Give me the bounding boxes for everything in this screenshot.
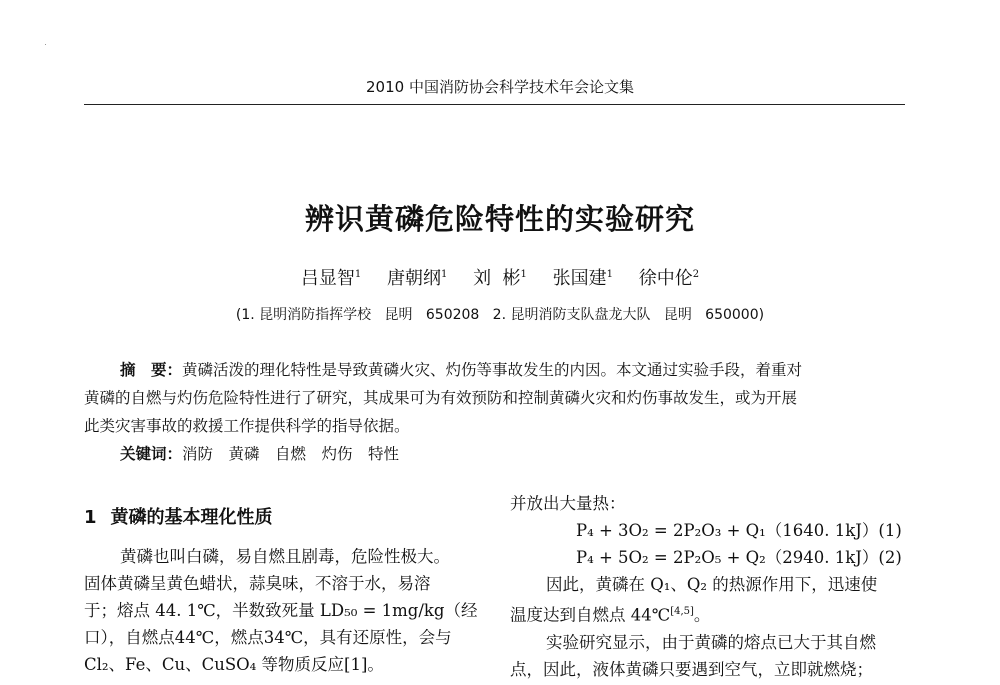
- body-line: Cl₂、Fe、Cu、CuSO₄ 等物质反应[1]。: [84, 655, 384, 674]
- equation-formula: P₄ + 5O₂ = 2P₂O₅ + Q₂（2940. 1kJ）: [576, 548, 879, 567]
- header-rule: [84, 104, 905, 105]
- author-3: 刘 彬$^1$: [473, 268, 527, 289]
- author-name: 张国建: [552, 268, 607, 289]
- scan-speck: [45, 44, 46, 45]
- paper-title: 辨识黄磷危险特性的实验研究: [304, 202, 695, 236]
- body-line: 并放出大量热：: [510, 494, 626, 513]
- equation-2: [510, 544, 905, 571]
- citation: [4,5]: [670, 606, 694, 617]
- section-heading: [84, 503, 273, 529]
- keywords-label: 关键词：: [120, 445, 183, 463]
- author-4: 张国建$^1$: [552, 268, 614, 289]
- body-line: 口），自燃点44℃，燃点34℃，具有还原性，会与: [84, 628, 452, 647]
- body-line: 于；熔点 44. 1℃，半数致死量 LD₅₀ = 1mg/kg（经: [84, 601, 478, 620]
- equation-formula: P₄ + 3O₂ = 2P₂O₃ + Q₁（1640. 1kJ）: [576, 521, 879, 540]
- abstract-line-1: 摘 要：黄磷活泼的理化特性是导致黄磷火灾、灼伤等事故发生的内因。本文通过实验手段，着重对: [120, 361, 803, 379]
- body-line: 因此，黄磷在 Q₁、Q₂ 的热源作用下，迅速使: [546, 575, 878, 594]
- section-number: 1: [84, 507, 97, 528]
- right-column-body: [510, 490, 905, 683]
- body-line: 固体黄磷呈黄色蜡状，蒜臭味，不溶于水，易溶: [84, 574, 431, 593]
- abstract-line-2: 黄磷的自燃与灼伤危险特性进行了研究，其成果可为有效预防和控制黄磷火灾和灼伤事故发生，或为开展: [84, 389, 798, 407]
- author-1: 吕显智$^1$: [300, 268, 362, 289]
- keywords-text: 消防 黄磷 自燃 灼伤 特性: [182, 445, 400, 463]
- body-line: 温度达到自燃点 44℃[4,5]。: [510, 605, 711, 625]
- author-2: 唐朝纲$^1$: [386, 268, 448, 289]
- author-name: 唐朝纲: [386, 268, 441, 289]
- body-line: 点，因此，液体黄磷只要遇到空气，立即就燃烧；: [510, 659, 873, 679]
- left-column-body: [84, 543, 494, 678]
- author-name: 徐中伦: [638, 268, 693, 289]
- equation-number: (1): [878, 521, 902, 540]
- body-line: 黄磷也叫白磷，易自燃且剧毒，危险性极大。: [120, 547, 450, 566]
- author-name: 吕显智: [300, 268, 355, 289]
- author-name: 刘 彬: [473, 268, 521, 289]
- abstract-label: 摘 要：: [120, 361, 183, 379]
- equation-1: [510, 517, 905, 544]
- equation-number: (2): [878, 548, 902, 567]
- abstract-block: [84, 356, 904, 468]
- abstract-line-3: 此类灾害事故的救援工作提供科学的指导依据。: [84, 417, 410, 435]
- keywords-line: [84, 440, 904, 468]
- affiliation: (1. 昆明消防指挥学校 昆明 650208 2. 昆明消防支队盘龙大队 昆明 650000): [235, 307, 765, 323]
- running-header: 2010 中国消防协会科学技术年会论文集: [366, 78, 634, 96]
- author-5: 徐中伦$^2$: [638, 268, 700, 289]
- author-list: [0, 264, 1000, 290]
- section-title: 黄磷的基本理化性质: [110, 507, 273, 528]
- body-line: 实验研究显示，由于黄磷的熔点已大于其自燃: [546, 632, 876, 652]
